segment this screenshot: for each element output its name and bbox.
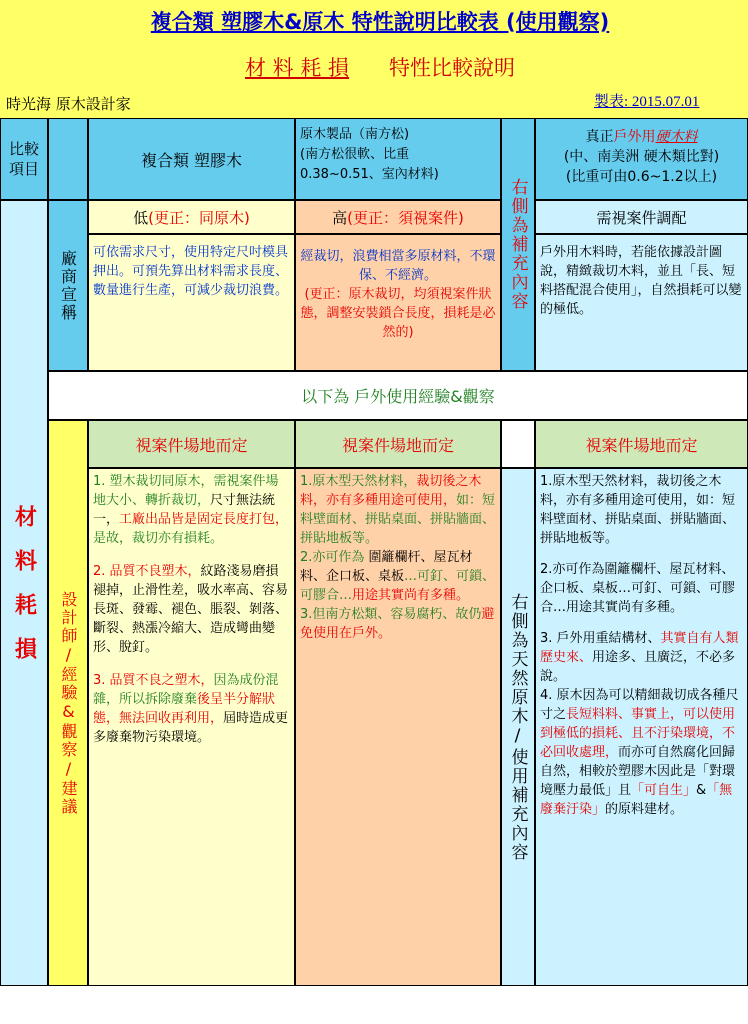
experience-head-composite: 視案件場地而定 <box>88 420 295 468</box>
experience-head-wood: 視案件場地而定 <box>295 420 501 468</box>
header-right-note: 右側為補充內容 <box>501 118 535 371</box>
row-label-material-loss: 材料耗損 <box>0 200 48 986</box>
claims-hardwood-body: 戶外用木料時，若能依據設計圖說，精緻裁切木料，並且「長、短料搭配混合使用」，自然損耗可以變的極低。 <box>535 234 748 371</box>
header-empty-cell <box>48 118 88 200</box>
claims-hardwood-head: 需視案件調配 <box>535 200 748 234</box>
experience-right-note: 右側為天然原木/使用補充內容 <box>501 468 535 986</box>
claims-composite-body: 可依需求尺寸，使用特定尺吋模具押出。可預先算出材料需求長度、數量進行生產，可減少裁切浪費。 <box>88 234 295 371</box>
experience-head-hardwood: 視案件場地而定 <box>535 420 748 468</box>
header-hardwood: 真正戶外用硬木料 (中、南美洲 硬木類比對) (比重可由0.6~1.2以上) <box>535 118 748 200</box>
experience-head-gap <box>501 420 535 468</box>
header-solid-wood: 原木製品（南方松) (南方松很軟、比重 0.38~0.51、室內材料) <box>295 118 501 200</box>
compare-items-header: 比較項目 <box>0 118 48 200</box>
claims-composite-head: 低 (更正：同原木) <box>88 200 295 234</box>
claims-wood-head: 高 (更正：須視案件) <box>295 200 501 234</box>
page-title: 複合類 塑膠木&原木 特性說明比較表 (使用觀察) <box>150 10 610 34</box>
experience-composite-body: 1. 塑木裁切同原木，需視案件場地大小、轉折裁切，尺寸無法統一，工廠出品皆是固定長度打包，是故，裁切亦有損耗。 2. 品質不良塑木，紋路淺易磨損褪掉，止滑性差，吸水率高、容易長斑、發霉、褪色、脹裂、剝落、斷裂、熱漲冷縮大、造成彎曲變形、脫釘。 3. 品質不良之塑木，因為成份混雜，所以拆除廢棄後呈半分解狀態，無法回收再利用，屆時造成更多廢棄物污染環境。 <box>88 468 295 986</box>
claims-wood-body: 經裁切，浪費相當多原材料，不環保、不經濟。 (更正：原木裁切，均須視案件狀態，調整安裝鎖合長度，損耗是必然的) <box>295 234 501 371</box>
experience-hardwood-body: 1.原木型天然材料，裁切後之木料，亦有多種用途可使用，如：短料壁面材、拼貼桌面、拼貼牆面、拼貼地板等。 2.亦可作為圍籬欄杆、屋瓦材料、企口板、桌板…可釘、可鎖、可膠合…用途其實尚有多種。 3. 戶外用重結構材、其實自有人類歷史來、用途多、且廣泛，不必多說。 4. 原木因為可以精細裁切成各種尺寸之長短料料、事實上，可以使用到極低的損耗、且不汙染環境，不必回收處理，而亦可自然腐化回歸自然，相較於塑膠木因此是「對環境壓力最低」且「可自生」&「無廢棄汙染」的原料建材。 <box>535 468 748 986</box>
outdoor-divider: 以下為 戶外使用經驗&觀察 <box>48 371 748 420</box>
author-label: 時光海 原木設計家 <box>6 95 131 113</box>
page-subtitle: 材 料 耗 損 特性比較說明 <box>244 56 516 80</box>
date-label: 製表: 2015.07.01 <box>594 94 700 110</box>
header-composite: 複合類 塑膠木 <box>88 118 295 200</box>
experience-label: 設計師/經驗&觀察/建議 <box>48 420 88 986</box>
claims-label: 廠商宣稱 <box>48 200 88 371</box>
experience-wood-body: 1.原木型天然材料，裁切後之木料，亦有多種用途可使用，如：短料壁面材、拼貼桌面、拼貼牆面、拼貼地板等。 2.亦可作為 圍籬欄杆、屋瓦材料、企口板、桌板…可釘、可鎖、可膠合…用途其實尚有多種。 3.但南方松類、容易腐朽、故仍避免使用在戶外。 <box>295 468 501 986</box>
